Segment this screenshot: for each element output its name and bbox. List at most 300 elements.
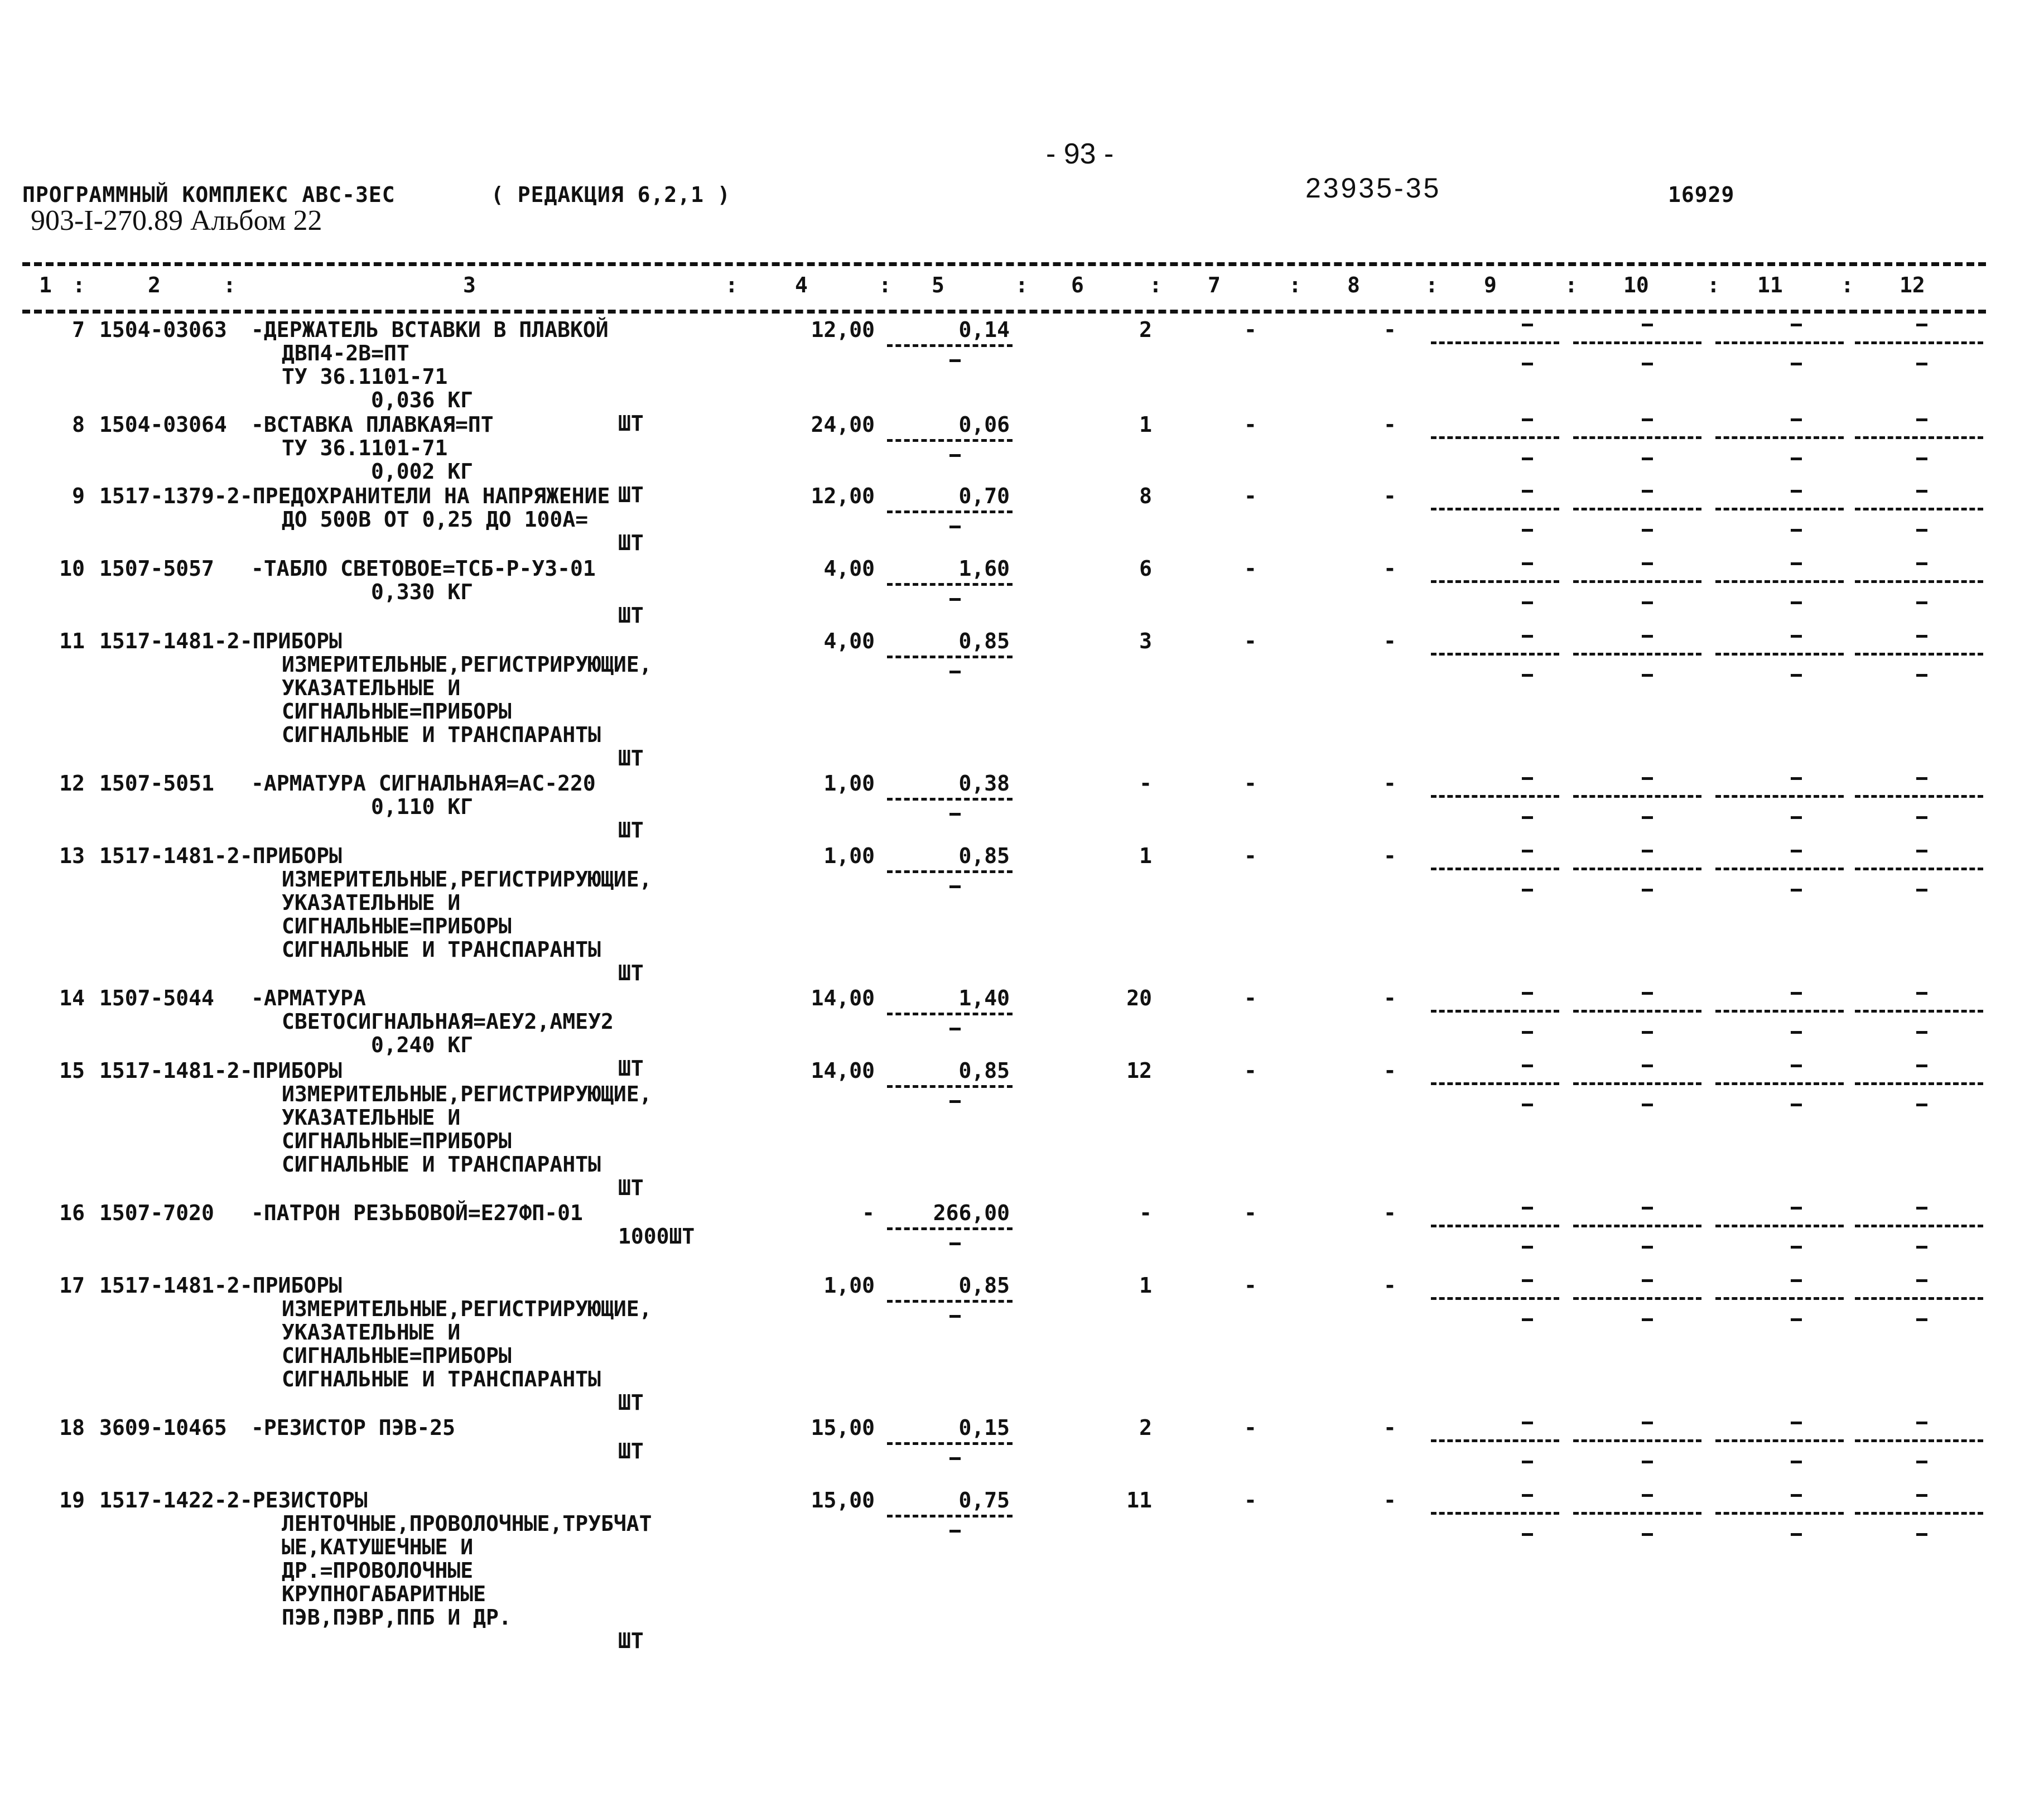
cell-dash-bottom [1916,363,1927,365]
cell-dash-bottom [1642,457,1653,460]
description-line: УКАЗАТЕЛЬНЫЕ И [282,676,461,700]
column-8-value: - [1383,844,1396,868]
cell-fraction-line [1573,795,1701,798]
description-line: СИГНАЛЬНЫЕ=ПРИБОРЫ [282,699,512,724]
column-separator: : [725,273,738,297]
price-fraction-line [887,1013,1013,1015]
cell-fraction-line [1573,1082,1701,1085]
item-code: 1507-7020 [99,1201,214,1225]
description-line: ДО 500В ОТ 0,25 ДО 100А= [282,507,589,532]
quantity-value: 1,00 [823,844,875,868]
cell-dash-top [1522,777,1533,780]
column-header-9: 9 [1484,273,1497,297]
description-line: ИЗМЕРИТЕЛЬНЫЕ,РЕГИСТРИРУЮЩИЕ, [282,867,652,892]
cell-dash-bottom [1791,1318,1802,1321]
column-8-value: - [1383,1488,1396,1512]
cell-fraction-line [1715,868,1844,870]
cell-dash-bottom [1522,601,1533,604]
description-line: -АРМАТУРА [251,986,366,1010]
description-line: ТУ 36.1101-71 [282,436,448,460]
cell-fraction-line [1431,1439,1559,1442]
cell-fraction-line [1855,508,1983,510]
cell-dash-bottom [1642,601,1653,604]
column-6-value: - [1139,1201,1152,1225]
cell-dash-top [1916,1207,1927,1210]
cell-fraction-line [1431,1512,1559,1515]
column-7-value: - [1244,844,1257,868]
column-header-11: 11 [1757,273,1783,297]
cell-fraction-line [1715,1082,1844,1085]
cell-fraction-line [1573,1512,1701,1515]
cell-fraction-line [1715,436,1844,439]
cell-dash-top [1642,1279,1653,1282]
cell-fraction-line [1431,580,1559,583]
quantity-value: 4,00 [823,556,875,581]
row-number: 11 [59,629,85,653]
price-fraction-line [887,1227,1013,1230]
cell-fraction-line [1573,341,1701,344]
description-line: -ПРИБОРЫ [239,1058,342,1083]
column-7-value: - [1244,986,1257,1010]
description-line: -ПАТРОН РЕЗЬБОВОЙ=Е27ФП-01 [251,1201,583,1225]
cell-dash-bottom [1522,1104,1533,1106]
cell-dash-top [1522,1064,1533,1067]
cell-dash-top [1791,1064,1802,1067]
cell-dash-top [1791,850,1802,852]
column-7-value: - [1244,1415,1257,1440]
description-line: -АРМАТУРА СИГНАЛЬНАЯ=АС-220 [251,771,596,796]
cell-dash-top [1791,635,1802,638]
cell-dash-bottom [1916,889,1927,892]
row-number: 10 [59,556,85,581]
cell-dash-top [1522,324,1533,326]
cell-fraction-line [1715,1225,1844,1227]
cell-fraction-line [1573,1010,1701,1013]
column-header-4: 4 [795,273,808,297]
price-denominator-dash [949,1100,961,1103]
cell-fraction-line [1715,580,1844,583]
column-header-10: 10 [1623,273,1649,297]
description-line: СВЕТОСИГНАЛЬНАЯ=АЕУ2,АМЕУ2 [282,1009,614,1034]
price-fraction-line [887,344,1013,347]
cell-dash-bottom [1522,363,1533,365]
cell-dash-top [1522,1494,1533,1497]
description-line: -ДЕРЖАТЕЛЬ ВСТАВКИ В ПЛАВКОЙ [251,317,609,342]
price-denominator-dash [949,359,961,362]
cell-dash-bottom [1791,816,1802,819]
cell-dash-bottom [1642,1461,1653,1463]
cell-dash-top [1522,1422,1533,1424]
cell-dash-bottom [1916,1318,1927,1321]
cell-fraction-line [1573,1439,1701,1442]
description-line: ШТ [618,1629,644,1653]
cell-dash-bottom [1791,674,1802,677]
item-code: 1517-1481-2 [99,844,240,868]
cell-dash-bottom [1916,1246,1927,1249]
price-value: 0,06 [958,412,1010,437]
cell-fraction-line [1715,508,1844,510]
description-line: ШТ [618,603,644,628]
row-number: 18 [59,1415,85,1440]
cell-dash-top [1916,324,1927,326]
column-8-value: - [1383,556,1396,581]
price-value: 0,85 [958,629,1010,653]
quantity-value: - [862,1201,875,1225]
column-6-value: 12 [1126,1058,1152,1083]
cell-fraction-line [1855,795,1983,798]
description-line: -РЕЗИСТОР ПЭВ-25 [251,1415,456,1440]
cell-fraction-line [1431,653,1559,656]
quantity-value: 12,00 [811,484,875,508]
item-code: 1517-1422-2 [99,1488,240,1512]
program-title: ПРОГРАММНЫЙ КОМПЛЕКС АВС-ЗЕС [22,182,396,207]
cell-dash-top [1916,562,1927,565]
cell-fraction-line [1573,580,1701,583]
column-8-value: - [1383,412,1396,437]
column-7-value: - [1244,412,1257,437]
cell-dash-bottom [1642,363,1653,365]
cell-fraction-line [1715,653,1844,656]
description-line: 0,330 КГ [371,580,474,604]
cell-fraction-line [1855,1512,1983,1515]
cell-fraction-line [1855,1010,1983,1013]
column-6-value: 11 [1126,1488,1152,1512]
item-code: 1504-03063 [99,317,227,342]
column-8-value: - [1383,317,1396,342]
cell-fraction-line [1431,1010,1559,1013]
cell-fraction-line [1431,436,1559,439]
cell-dash-top [1522,1207,1533,1210]
description-line: ИЗМЕРИТЕЛЬНЫЕ,РЕГИСТРИРУЮЩИЕ, [282,652,652,677]
cell-dash-top [1916,418,1927,421]
price-value: 1,40 [958,986,1010,1010]
cell-dash-bottom [1642,1318,1653,1321]
price-fraction-line [887,510,1013,513]
description-line: ТУ 36.1101-71 [282,364,448,389]
cell-dash-bottom [1522,1533,1533,1536]
cell-dash-bottom [1791,1246,1802,1249]
price-value: 0,85 [958,1273,1010,1298]
cell-dash-top [1642,992,1653,995]
cell-dash-bottom [1791,529,1802,532]
cell-dash-top [1522,562,1533,565]
cell-dash-bottom [1642,529,1653,532]
edition-label: ( РЕДАКЦИЯ 6,2,1 ) [491,182,731,207]
cell-dash-top [1791,1279,1802,1282]
price-fraction-line [887,870,1013,873]
description-line: 0,240 КГ [371,1033,474,1057]
row-number: 15 [59,1058,85,1083]
quantity-value: 24,00 [811,412,875,437]
cell-dash-bottom [1642,674,1653,677]
description-line: -ПРИБОРЫ [239,1273,342,1298]
document-number: 16929 [1668,182,1735,207]
price-value: 0,75 [958,1488,1010,1512]
cell-dash-top [1642,324,1653,326]
cell-dash-bottom [1642,1104,1653,1106]
description-line: УКАЗАТЕЛЬНЫЕ И [282,1320,461,1345]
cell-dash-bottom [1916,1461,1927,1463]
cell-dash-bottom [1916,816,1927,819]
column-8-value: - [1383,1415,1396,1440]
price-fraction-line [887,583,1013,586]
description-line: 0,110 КГ [371,794,474,819]
description-line: УКАЗАТЕЛЬНЫЕ И [282,1105,461,1130]
description-line: ДВП4-2В=ПТ [282,341,409,365]
price-denominator-dash [949,671,961,673]
column-separator: : [73,273,85,297]
quantity-value: 14,00 [811,986,875,1010]
item-code: 1517-1481-2 [99,1058,240,1083]
description-line: СИГНАЛЬНЫЕ И ТРАНСПАРАНТЫ [282,722,601,747]
quantity-value: 4,00 [823,629,875,653]
row-number: 13 [59,844,85,868]
price-value: 266,00 [933,1201,1010,1225]
price-denominator-dash [949,454,961,457]
cell-dash-top [1791,418,1802,421]
description-line: -ВСТАВКА ПЛАВКАЯ=ПТ [251,412,494,437]
quantity-value: 12,00 [811,317,875,342]
description-line: -ПРИБОРЫ [239,629,342,653]
cell-dash-top [1791,562,1802,565]
cell-dash-top [1522,992,1533,995]
description-line: ПЭВ,ПЭВР,ППБ И ДР. [282,1605,512,1630]
cell-dash-top [1642,490,1653,493]
cell-fraction-line [1855,868,1983,870]
description-line: -ПРИБОРЫ [239,844,342,868]
description-line: ИЗМЕРИТЕЛЬНЫЕ,РЕГИСТРИРУЮЩИЕ, [282,1082,652,1106]
column-6-value: 1 [1139,844,1152,868]
column-6-value: 2 [1139,1415,1152,1440]
price-value: 0,15 [958,1415,1010,1440]
cell-dash-bottom [1791,601,1802,604]
description-line: -ТАБЛО СВЕТОВОЕ=ТСБ-Р-УЗ-01 [251,556,596,581]
column-7-value: - [1244,484,1257,508]
column-separator: : [1565,273,1578,297]
cell-fraction-line [1855,1082,1983,1085]
cell-fraction-line [1715,1010,1844,1013]
column-separator: : [1841,273,1854,297]
row-number: 12 [59,771,85,796]
price-denominator-dash [949,1028,961,1030]
column-separator: : [1149,273,1162,297]
column-header-8: 8 [1347,273,1360,297]
column-7-value: - [1244,556,1257,581]
cell-fraction-line [1573,868,1701,870]
row-number: 14 [59,986,85,1010]
price-value: 0,85 [958,844,1010,868]
column-separator: : [1015,273,1028,297]
cell-fraction-line [1431,508,1559,510]
column-header-12: 12 [1900,273,1925,297]
column-8-value: - [1383,1058,1396,1083]
description-line: СИГНАЛЬНЫЕ=ПРИБОРЫ [282,1129,512,1153]
page-number: - 93 - [1046,138,1114,170]
cell-dash-top [1791,777,1802,780]
cell-dash-top [1522,635,1533,638]
cell-dash-top [1642,562,1653,565]
column-separator: : [223,273,236,297]
price-denominator-dash [949,526,961,528]
cell-fraction-line [1855,580,1983,583]
cell-fraction-line [1855,1297,1983,1300]
cell-fraction-line [1573,508,1701,510]
column-8-value: - [1383,629,1396,653]
item-code: 1507-5044 [99,986,214,1010]
description-line: ШТ [618,1175,644,1200]
description-line: СИГНАЛЬНЫЕ=ПРИБОРЫ [282,1343,512,1368]
cell-dash-top [1642,1064,1653,1067]
column-6-value: 3 [1139,629,1152,653]
cell-dash-bottom [1916,529,1927,532]
column-6-value: 2 [1139,317,1152,342]
cell-dash-top [1916,1064,1927,1067]
column-header-7: 7 [1208,273,1221,297]
price-denominator-dash [949,1457,961,1460]
cell-dash-bottom [1916,1031,1927,1034]
cell-fraction-line [1573,1297,1701,1300]
cell-fraction-line [1855,1439,1983,1442]
description-line: 1000ШТ [618,1224,695,1249]
column-6-value: 1 [1139,412,1152,437]
cell-dash-top [1791,490,1802,493]
cell-dash-bottom [1791,1533,1802,1536]
description-line: -РЕЗИСТОРЫ [239,1488,368,1512]
cell-dash-top [1642,635,1653,638]
description-line: ШТ [618,531,644,555]
price-fraction-line [887,656,1013,658]
description-line: ЛЕНТОЧНЫЕ,ПРОВОЛОЧНЫЕ,ТРУБЧАТ [282,1511,652,1536]
cell-dash-bottom [1916,1533,1927,1536]
header-rule-bottom [22,310,1986,314]
cell-fraction-line [1855,1225,1983,1227]
description-line: ШТ [618,818,644,842]
item-code: 1517-1481-2 [99,629,240,653]
description-line: ИЗМЕРИТЕЛЬНЫЕ,РЕГИСТРИРУЮЩИЕ, [282,1297,652,1321]
price-denominator-dash [949,1530,961,1533]
cell-dash-bottom [1522,1461,1533,1463]
cell-dash-top [1916,1494,1927,1497]
cell-dash-top [1916,1422,1927,1424]
cell-dash-top [1916,850,1927,852]
price-denominator-dash [949,598,961,601]
cell-dash-top [1522,1279,1533,1282]
cell-fraction-line [1855,653,1983,656]
cell-dash-bottom [1522,1246,1533,1249]
cell-dash-bottom [1791,1104,1802,1106]
document-code: 23935-35 [1305,172,1442,204]
column-header-1: 1 [39,273,52,297]
price-value: 0,38 [958,771,1010,796]
row-number: 9 [72,484,85,508]
header-rule-top [22,262,1986,266]
column-header-6: 6 [1071,273,1084,297]
cell-dash-bottom [1642,889,1653,892]
quantity-value: 14,00 [811,1058,875,1083]
row-number: 7 [72,317,85,342]
price-value: 1,60 [958,556,1010,581]
price-fraction-line [887,1515,1013,1517]
description-line: -ПРЕДОХРАНИТЕЛИ НА НАПРЯЖЕНИЕ [239,484,610,508]
cell-dash-bottom [1916,1104,1927,1106]
column-header-2: 2 [148,273,161,297]
cell-dash-bottom [1522,1031,1533,1034]
cell-fraction-line [1573,653,1701,656]
cell-dash-top [1791,1207,1802,1210]
column-header-3: 3 [463,273,476,297]
cell-dash-bottom [1791,363,1802,365]
quantity-value: 1,00 [823,771,875,796]
cell-dash-bottom [1642,1246,1653,1249]
row-number: 8 [72,412,85,437]
cell-dash-bottom [1642,816,1653,819]
album-title: 903-I-270.89 Альбом 22 [31,205,322,237]
row-number: 19 [59,1488,85,1512]
column-7-value: - [1244,1488,1257,1512]
column-separator: : [1707,273,1720,297]
cell-dash-bottom [1916,674,1927,677]
cell-dash-top [1916,635,1927,638]
cell-dash-top [1642,1207,1653,1210]
column-6-value: 6 [1139,556,1152,581]
price-value: 0,85 [958,1058,1010,1083]
item-code: 1517-1379-2 [99,484,240,508]
row-number: 17 [59,1273,85,1298]
cell-dash-top [1916,777,1927,780]
cell-fraction-line [1431,1225,1559,1227]
description-line: СИГНАЛЬНЫЕ И ТРАНСПАРАНТЫ [282,1152,601,1177]
cell-dash-top [1791,324,1802,326]
cell-dash-bottom [1522,529,1533,532]
cell-dash-bottom [1522,457,1533,460]
column-7-value: - [1244,629,1257,653]
cell-fraction-line [1573,436,1701,439]
cell-fraction-line [1715,341,1844,344]
cell-dash-bottom [1522,816,1533,819]
item-code: 1517-1481-2 [99,1273,240,1298]
cell-fraction-line [1715,795,1844,798]
cell-dash-bottom [1522,1318,1533,1321]
description-line: ШТ [618,1056,644,1081]
price-value: 0,14 [958,317,1010,342]
cell-dash-top [1791,1422,1802,1424]
cell-dash-top [1916,1279,1927,1282]
column-header-5: 5 [932,273,944,297]
cell-fraction-line [1715,1512,1844,1515]
column-separator: : [1289,273,1301,297]
cell-fraction-line [1431,341,1559,344]
column-8-value: - [1383,986,1396,1010]
cell-fraction-line [1431,868,1559,870]
column-6-value: 1 [1139,1273,1152,1298]
item-code: 1504-03064 [99,412,227,437]
cell-dash-bottom [1791,1461,1802,1463]
cell-fraction-line [1715,1439,1844,1442]
description-line: ШТ [618,746,644,770]
cell-dash-top [1916,992,1927,995]
column-separator: : [879,273,891,297]
cell-dash-bottom [1522,674,1533,677]
column-7-value: - [1244,1058,1257,1083]
cell-dash-top [1642,850,1653,852]
price-fraction-line [887,798,1013,801]
price-denominator-dash [949,813,961,816]
description-line: ШТ [618,961,644,985]
cell-dash-top [1642,418,1653,421]
cell-dash-top [1522,850,1533,852]
cell-dash-bottom [1791,889,1802,892]
column-7-value: - [1244,1273,1257,1298]
